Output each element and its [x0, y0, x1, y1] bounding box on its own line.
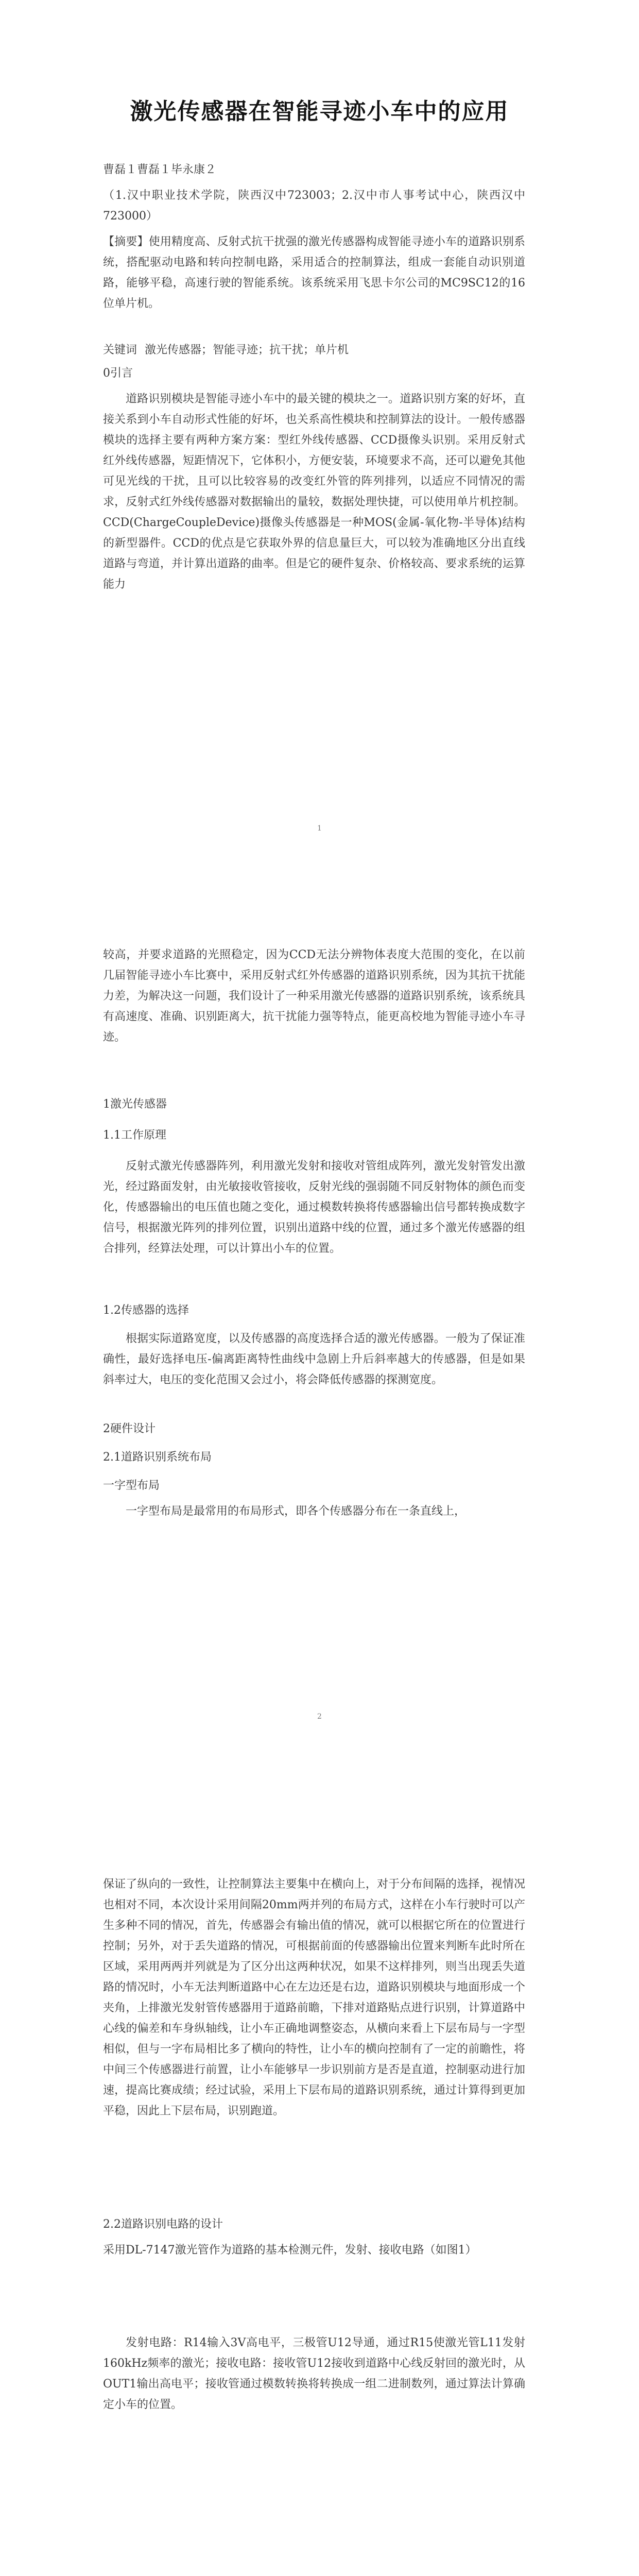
page-3	[0, 1807, 639, 2576]
section-2-2-paragraph-1: 采用DL-7147激光管作为道路的基本检测元件，发射、接收电路（如图1）	[103, 2244, 477, 2257]
page-1	[0, 0, 639, 904]
section-2-2-heading: 2.2道路识别电路的设计	[103, 2218, 223, 2231]
section-2-2-paragraph-2: 发射电路：R14输入3V高电平，三极管U12导通，通过R15使激光管L11发射160kHz频率的激光；接收电路：接收管U12接收到道路中心线反射回的激光时，从OUT1输出高电平；接收管通过模数转换将转换成一组二进制数列，通过算法计算确定小车的位置。	[103, 2336, 525, 2411]
section-1-heading: 1激光传感器	[103, 1098, 167, 1111]
authors: 曹磊１曹磊１毕永康２	[103, 163, 217, 176]
intro-paragraph-1: 道路识别模块是智能寻迹小车中的最关键的模块之一。道路识别方案的好坏，直接关系到小车自动形式性能的好坏，也关系高性模块和控制算法的设计。一般传感器模块的选择主要有两种方案方案：型红外线传感器、CCD摄像头识别。采用反射式红外线传感器，短距情况下，它体积小，方便安装，环境要求不高，还可以避免其他可见光线的干扰，且可以比较容易的改变红外管的阵列排列，以适应不同情况的需求，反射式红外线传感器对数据输出的量较，数据处理快捷，可以使用单片机控制。CCD(ChargeCoupleDevice)摄像头传感器是一种MOS(金属-氧化物-半导体)结构的新型器件。CCD的优点是它获取外界的信息量巨大，可以较为准确地区分出直线道路与弯道，并计算出道路的曲率。但是它的硬件复杂、价格较高、要求系统的运算能力	[103, 393, 525, 591]
abstract: 【摘要】使用精度高、反射式抗干扰强的激光传感器构成智能寻迹小车的道路识别系统，搭配驱动电路和转向控制电路，采用适合的控制算法，组成一套能自动识别道路，能够平稳，高速行驶的智能系统。该系统采用飞思卡尔公司的MC9SC12的16位单片机。	[103, 235, 525, 310]
section-2-1-paragraph-2: 保证了纵向的一致性，让控制算法主要集中在横向上，对于分布间隔的选择，视情况也相对不同，本次设计采用间隔20mm两并列的布局方式，这样在小车行驶时可以产生多种不同的情况，首先，传感器会有输出值的情况，就可以根据它所在的位置进行控制；另外，对于丢失道路的情况，可根据前面的传感器输出位置来判断车此时所在区域，采用两两并列就是为了区分出这两种状况，如果不这样排列，则当出现丢失道路的情况时，小车无法判断道路中心在左边还是右边，道路识别模块与地面形成一个夹角，上排激光发射管传感器用于道路前瞻，下排对道路贴点进行识别，计算道路中心线的偏差和车身纵轴线，让小车正确地调整姿态，从横向来看上下层布局与一字型相似，但与一字布局相比多了横向的特性，让小车的横向控制有了一定的前瞻性，将中间三个传感器进行前置，让小车能够早一步识别前方是否是直道，控制驱动进行加速，提高比赛成绩；经过试验，采用上下层布局的道路识别系统，通过计算得到更加平稳，因此上下层布局，识别跑道。	[103, 1878, 525, 2117]
section-2-heading: 2硬件设计	[103, 1422, 156, 1435]
section-1-1-heading: 1.1工作原理	[103, 1129, 166, 1142]
section-1-2-heading: 1.2传感器的选择	[103, 1304, 189, 1317]
keywords-text: 激光传感器；智能寻迹；抗干扰；单片机	[145, 344, 349, 357]
section-1-2-paragraph: 根据实际道路宽度，以及传感器的高度选择合适的激光传感器。一般为了保证准确性，最好选择电压-偏离距离特性曲线中急剧上升后斜率越大的传感器，但是如果斜率过大，电压的变化范围又会过小，将会降低传感器的探测宽度。	[103, 1332, 525, 1386]
keywords-label: 关键词	[103, 344, 137, 357]
affiliation: （1.汉中职业技术学院，陕西汉中723003；2.汉中市人事考试中心，陕西汉中723000）	[103, 189, 525, 223]
page-number-2: 2	[317, 1713, 322, 1721]
section-2-1-heading: 2.1道路识别系统布局	[103, 1451, 212, 1464]
intro-paragraph-2: 较高，并要求道路的光照稳定，因为CCD无法分辨物体表度大范围的变化，在以前几届智能寻迹小车比赛中，采用反射式红外传感器的道路识别系统，因为其抗干扰能力差，为解决这一问题，我们设计了一种采用激光传感器的道路识别系统，该系统具有高速度、准确、识别距离大，抗干扰能力强等特点，能更高校地为智能寻迹小车寻迹。	[103, 948, 525, 1044]
section-2-1-paragraph-1: 一字型布局是最常用的布局形式，即各个传感器分布在一条直线上，	[126, 1505, 466, 1518]
paper-title: 激光传感器在智能寻迹小车中的应用	[130, 98, 509, 125]
keywords	[103, 340, 525, 361]
page-number-1: 1	[317, 824, 322, 833]
intro-heading: 0引言	[103, 367, 133, 380]
page-2	[0, 904, 639, 1807]
section-1-1-paragraph: 反射式激光传感器阵列，利用激光发射和接收对管组成阵列，激光发射管发出激光，经过路面发射，由光敏接收管接收，反射光线的强弱随不同反射物体的颜色而变化，传感器输出的电压值也随之变化，通过模数转换将传感器输出信号都转换成数字信号，根据激光阵列的排列位置，识别出道路中线的位置，通过多个激光传感器的组合排列，经算法处理，可以计算出小车的位置。	[103, 1160, 525, 1255]
layout-subheading: 一字型布局	[103, 1479, 160, 1492]
